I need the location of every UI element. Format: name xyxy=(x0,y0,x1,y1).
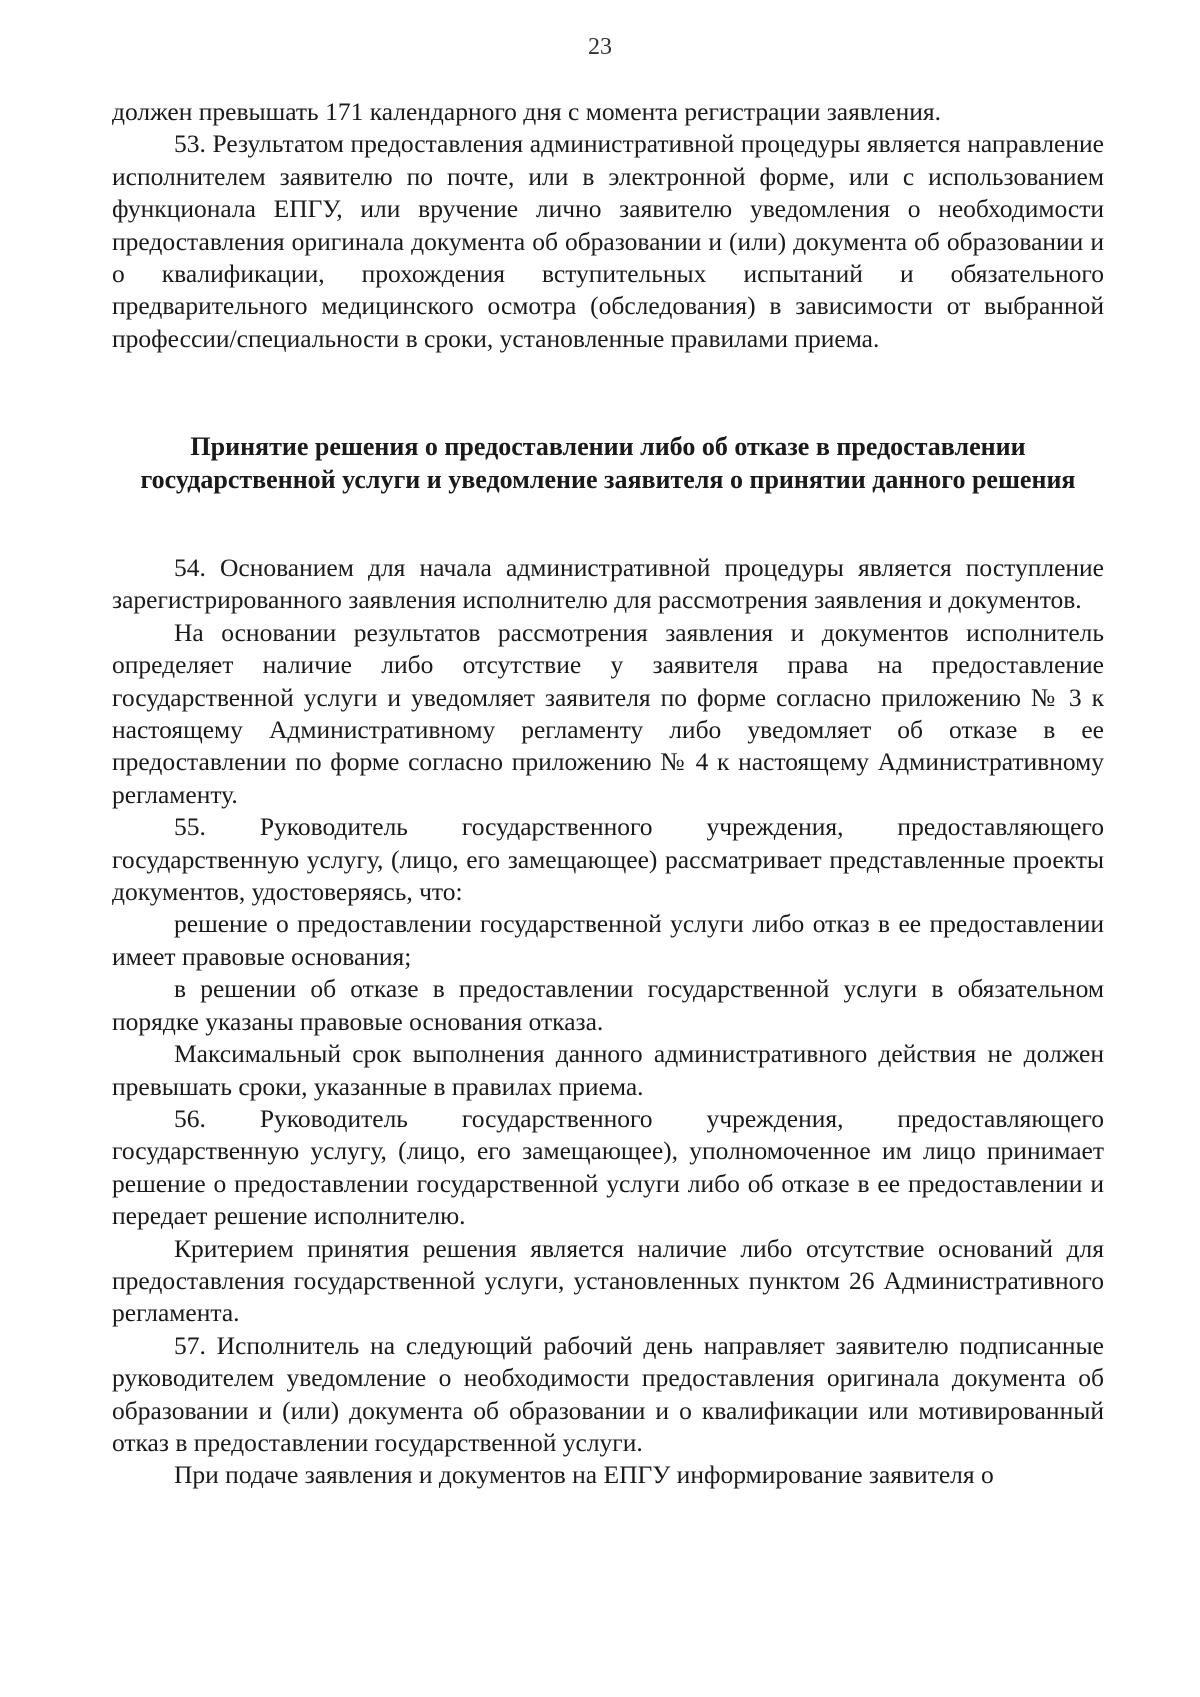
paragraph-continuation: должен превышать 171 календарного дня с момента регистрации заявления. xyxy=(112,97,941,126)
paragraph-55-item-2: в решении об отказе в предоставлении государственной услуги в обязательном порядке указаны правовые основания отказа. xyxy=(112,974,1104,1036)
main-text-block xyxy=(112,552,1104,1492)
section-heading: Принятие решения о предоставлении либо об отказе в предоставлении государственной услуги и уведомление заявителя о принятии данного решения xyxy=(140,432,1076,494)
paragraph-55: 55. Руководитель государственного учреждения, предоставляющего государственную услугу, (лицо, его замещающее) рассматривает представленные проекты документов, удостоверяясь, что: xyxy=(112,812,1104,907)
paragraph-57: 57. Исполнитель на следующий рабочий день направляет заявителю подписанные руководителем уведомление о необходимости предоставления оригинала документа об образовании и (или) документа об образовании и о квалификации или мотивированный отказ в предоставлении государственной услуги. xyxy=(112,1330,1104,1457)
paragraph-55-item-1: решение о предоставлении государственной услуги либо отказ в ее предоставлении имеет правовые основания; xyxy=(112,909,1104,971)
paragraph-56: 56. Руководитель государственного учреждения, предоставляющего государственную услугу, (лицо, его замещающее), уполномоченное им лицо принимает решение о предоставлении государственной услуги либо об отказе в ее предоставлении и передает решение исполнителю. xyxy=(112,1103,1104,1231)
paragraph-55-deadline: Максимальный срок выполнения данного административного действия не должен превышать сроки, указанные в правилах приема. xyxy=(112,1039,1104,1101)
top-text-block xyxy=(112,96,1104,355)
page-number: 23 xyxy=(588,34,612,60)
paragraph-57-epgu: При подаче заявления и документов на ЕПГУ информирование заявителя о xyxy=(174,1460,994,1490)
paragraph-54: 54. Основанием для начала административной процедуры является поступление зарегистрированного заявления исполнителю для рассмотрения заявления и документов. xyxy=(112,553,1104,615)
paragraph-53: 53. Результатом предоставления административной процедуры является направление исполнителем заявителю по почте, или в электронной форме, или с использованием функционала ЕПГУ, или вручение лично заявителю уведомления о необходимости предоставления оригинала документа об образовании и (или) документа об образовании и о квалификации, прохождения вступительных испытаний и обязательного предварительного медицинского осмотра (обследования) в зависимости от выбранной профессии/специальности в сроки, установленные правилами приема. xyxy=(112,129,1104,353)
paragraph-56-criterion: Критерием принятия решения является наличие либо отсутствие оснований для предоставления государственной услуги, установленных пунктом 26 Административного регламента. xyxy=(112,1233,1104,1328)
paragraph-54-review: На основании результатов рассмотрения заявления и документов исполнитель определяет наличие либо отсутствие у заявителя права на предоставление государственной услуги и уведомляет заявителя по форме согласно приложению № 3 к настоящему Административному регламенту либо уведомляет об отказе в ее предоставлении по форме согласно приложению № 4 к настоящему Административному регламенту. xyxy=(112,617,1104,809)
